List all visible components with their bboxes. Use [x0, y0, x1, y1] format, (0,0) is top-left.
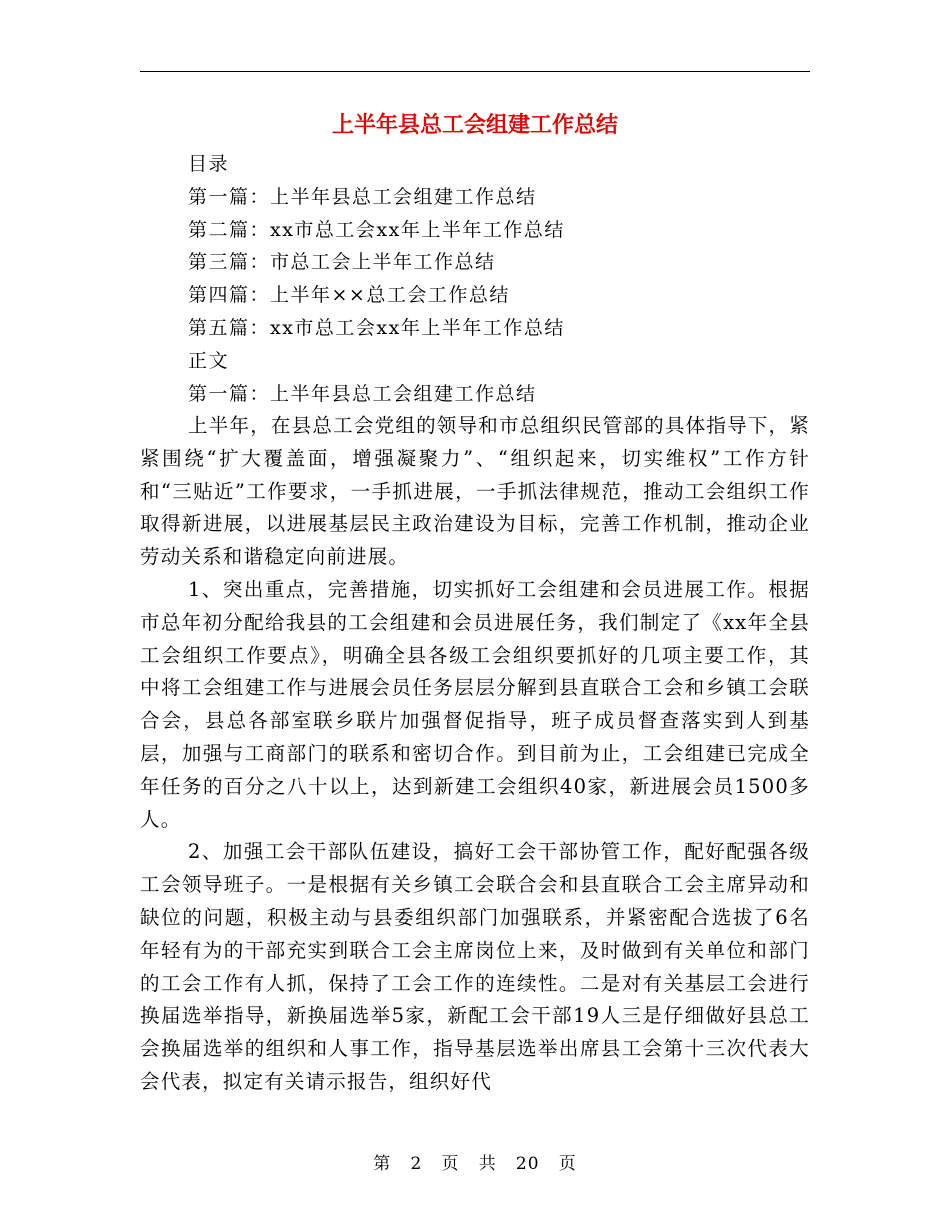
footer-page-suffix: 页: [558, 1154, 577, 1174]
toc-item-4: 第四篇：上半年××总工会工作总结: [188, 284, 510, 307]
header-rule: [140, 71, 810, 72]
footer-page-mid: 页: [441, 1154, 460, 1174]
chapter-title: 第一篇：上半年县总工会组建工作总结: [188, 382, 537, 405]
document-title: 上半年县总工会组建工作总结: [331, 113, 618, 138]
paragraph-section-2: 2、加强工会干部队伍建设，搞好工会干部协管工作，配好配强各级工会领导班子。一是根据有关乡镇工会联合会和县直联合工会主席异动和缺位的问题，积极主动与县委组织部门加强联系，并紧密配合选拔了6名年轻有为的干部充实到联合工会主席岗位上来，及时做到有关单位和部门的工会工作有人抓，保持了工会工作的连续性。二是对有关基层工会进行换届选举指导，新换届选举5家，新配工会干部19人三是仔细做好县总工会换届选举的组织和人事工作，指导基层选举出席县工会第十三次代表大会代表，拟定有关请示报告，组织好代: [140, 840, 810, 1093]
toc-item-3: 第三篇：市总工会上半年工作总结: [188, 251, 496, 274]
toc-item-5: 第五篇：xx市总工会xx年上半年工作总结: [188, 316, 565, 339]
toc-heading: 目录: [188, 153, 230, 175]
page-footer: [0, 1152, 950, 1176]
paragraph-section-1: 1、突出重点，完善措施，切实抓好工会组建和会员进展工作。根据市总年初分配给我县的工会组建和会员进展任务，我们制定了《xx年全县工会组织工作要点》，明确全县各级工会组织要抓好的几项主要工作，其中将工会组建工作与进展会员任务层层分解到县直联合工会和乡镇工会联合会，县总各部室联乡联片加强督促指导，班子成员督查落实到人到基层，加强与工商部门的联系和密切合作。到目前为止，工会组建已完成全年任务的百分之八十以上，达到新建工会组织40家，新进展会员1500多人。: [140, 577, 810, 831]
footer-total-prefix: 共: [478, 1154, 497, 1174]
footer-total-pages: 20: [515, 1154, 540, 1174]
footer-page-prefix: 第: [373, 1154, 392, 1174]
body-text: [140, 410, 810, 1099]
footer-page-number: 2: [410, 1154, 423, 1174]
toc-item-2: 第二篇：xx市总工会xx年上半年工作总结: [188, 218, 565, 241]
toc-item-1: 第一篇：上半年县总工会组建工作总结: [188, 185, 537, 208]
body-heading: 正文: [188, 349, 230, 372]
paragraph-intro: 上半年，在县总工会党组的领导和市总组织民管部的具体指导下，紧紧围绕“扩大覆盖面，增强凝聚力”、“组织起来，切实维权”工作方针和“三贴近”工作要求，一手抓进展，一手抓法律规范，推动工会组织工作取得新进展，以进展基层民主政治建设为目标，完善工作机制，推动企业劳动关系和谐稳定向前进展。: [140, 414, 810, 569]
table-of-contents: [188, 148, 810, 410]
